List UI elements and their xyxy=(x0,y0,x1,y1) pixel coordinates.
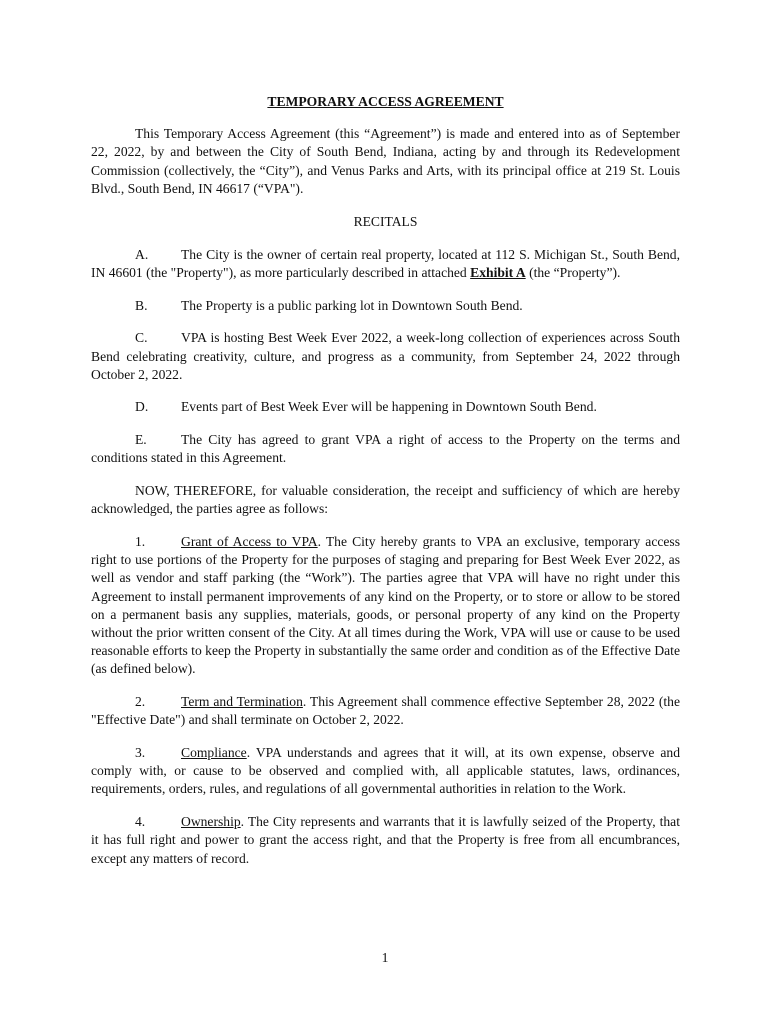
recital-e xyxy=(91,431,680,467)
recital-c xyxy=(91,329,680,384)
document-title: TEMPORARY ACCESS AGREEMENT xyxy=(267,94,504,109)
section-4 xyxy=(91,813,680,868)
now-therefore-paragraph: NOW, THEREFORE, for valuable consideration, the receipt and sufficiency of which are hereby acknowledged, the parties agree as follows: xyxy=(91,483,680,517)
intro-paragraph: This Temporary Access Agreement (this “Agreement”) is made and entered into as of September 22, 2022, by and between the City of South Bend, Indiana, acting by and through its Redevelopment Commission (collectively, the “City”), and Venus Parks and Arts, with its principal office at 219 St. Louis Blvd., South Bend, IN 46617 (“VPA"). xyxy=(91,126,680,196)
recital-label: D. xyxy=(135,399,149,415)
section-number: 4. xyxy=(135,814,146,830)
section-number: 2. xyxy=(135,694,146,710)
document-page xyxy=(91,93,680,882)
section-number: 1. xyxy=(135,533,146,549)
page-number: 1 xyxy=(381,950,389,965)
section-2 xyxy=(91,693,680,729)
section-text: . The City represents and warrants that it is lawfully seized of the Property, that it has full right and power to grant the access right, and that the Property is free from all encumbrances, except any matters of record. xyxy=(91,814,680,866)
section-text: . VPA understands and agrees that it will, at its own expense, observe and comply with, or cause to be observed and complied with, all applicable statutes, laws, ordinances, requirements, orders, rules, and regulations of all governmental authorities in relation to the Work. xyxy=(91,744,680,797)
recital-d xyxy=(91,398,680,416)
recital-text: The City is the owner of certain real property, located at 112 S. Michigan St., South Bend, IN 46601 (the "Property"), as more particularly described in attached xyxy=(91,246,680,280)
section-1 xyxy=(91,533,680,679)
section-text: . The City hereby grants to VPA an exclusive, temporary access right to use portions of the Property for the purposes of staging and preparing for Best Week Ever 2022, as well as vendor and staff parking (the “Work”). The parties agree that VPA will have no right under this Agreement to install permanent improvements of any kind on the Property, or to store or allow to be stored on a permanent basis any supplies, materials, goods, or personal property of any kind on the Property without the prior written consent of the City. At all times during the Work, VPA will use or cause to be used reasonable efforts to keep the Property in substantially the same order and condition as of the Effective Date (as defined below). xyxy=(91,533,681,677)
recital-text: The Property is a public parking lot in Downtown South Bend. xyxy=(181,297,523,313)
section-text: . This Agreement shall commence effective September 28, 2022 (the "Effective Date") and shall terminate on October 2, 2022. xyxy=(91,694,680,728)
recital-label: C. xyxy=(135,330,148,346)
recital-label: B. xyxy=(135,297,148,313)
section-heading: Ownership xyxy=(181,814,241,830)
section-3 xyxy=(91,744,680,799)
recital-text: Events part of Best Week Ever will be happening in Downtown South Bend. xyxy=(181,399,597,415)
section-heading: Grant of Access to VPA xyxy=(181,533,318,549)
section-heading: Term and Termination xyxy=(181,694,303,710)
section-heading: Compliance xyxy=(181,744,247,760)
recital-text-after: (the “Property”). xyxy=(525,264,621,280)
recital-text: The City has agreed to grant VPA a right of access to the Property on the terms and conditions stated in this Agreement. xyxy=(91,432,680,466)
recital-label: A. xyxy=(135,246,149,262)
recitals-heading: RECITALS xyxy=(353,213,418,229)
section-number: 3. xyxy=(135,744,146,760)
recital-label: E. xyxy=(135,432,147,448)
recital-text: VPA is hosting Best Week Ever 2022, a week-long collection of experiences across South Bend celebrating creativity, culture, and progress as a community, from September 24, 2022 through October 2, 2022. xyxy=(91,330,680,382)
exhibit-reference: Exhibit A xyxy=(470,264,526,280)
recital-a xyxy=(91,246,680,282)
recital-b xyxy=(91,297,680,315)
